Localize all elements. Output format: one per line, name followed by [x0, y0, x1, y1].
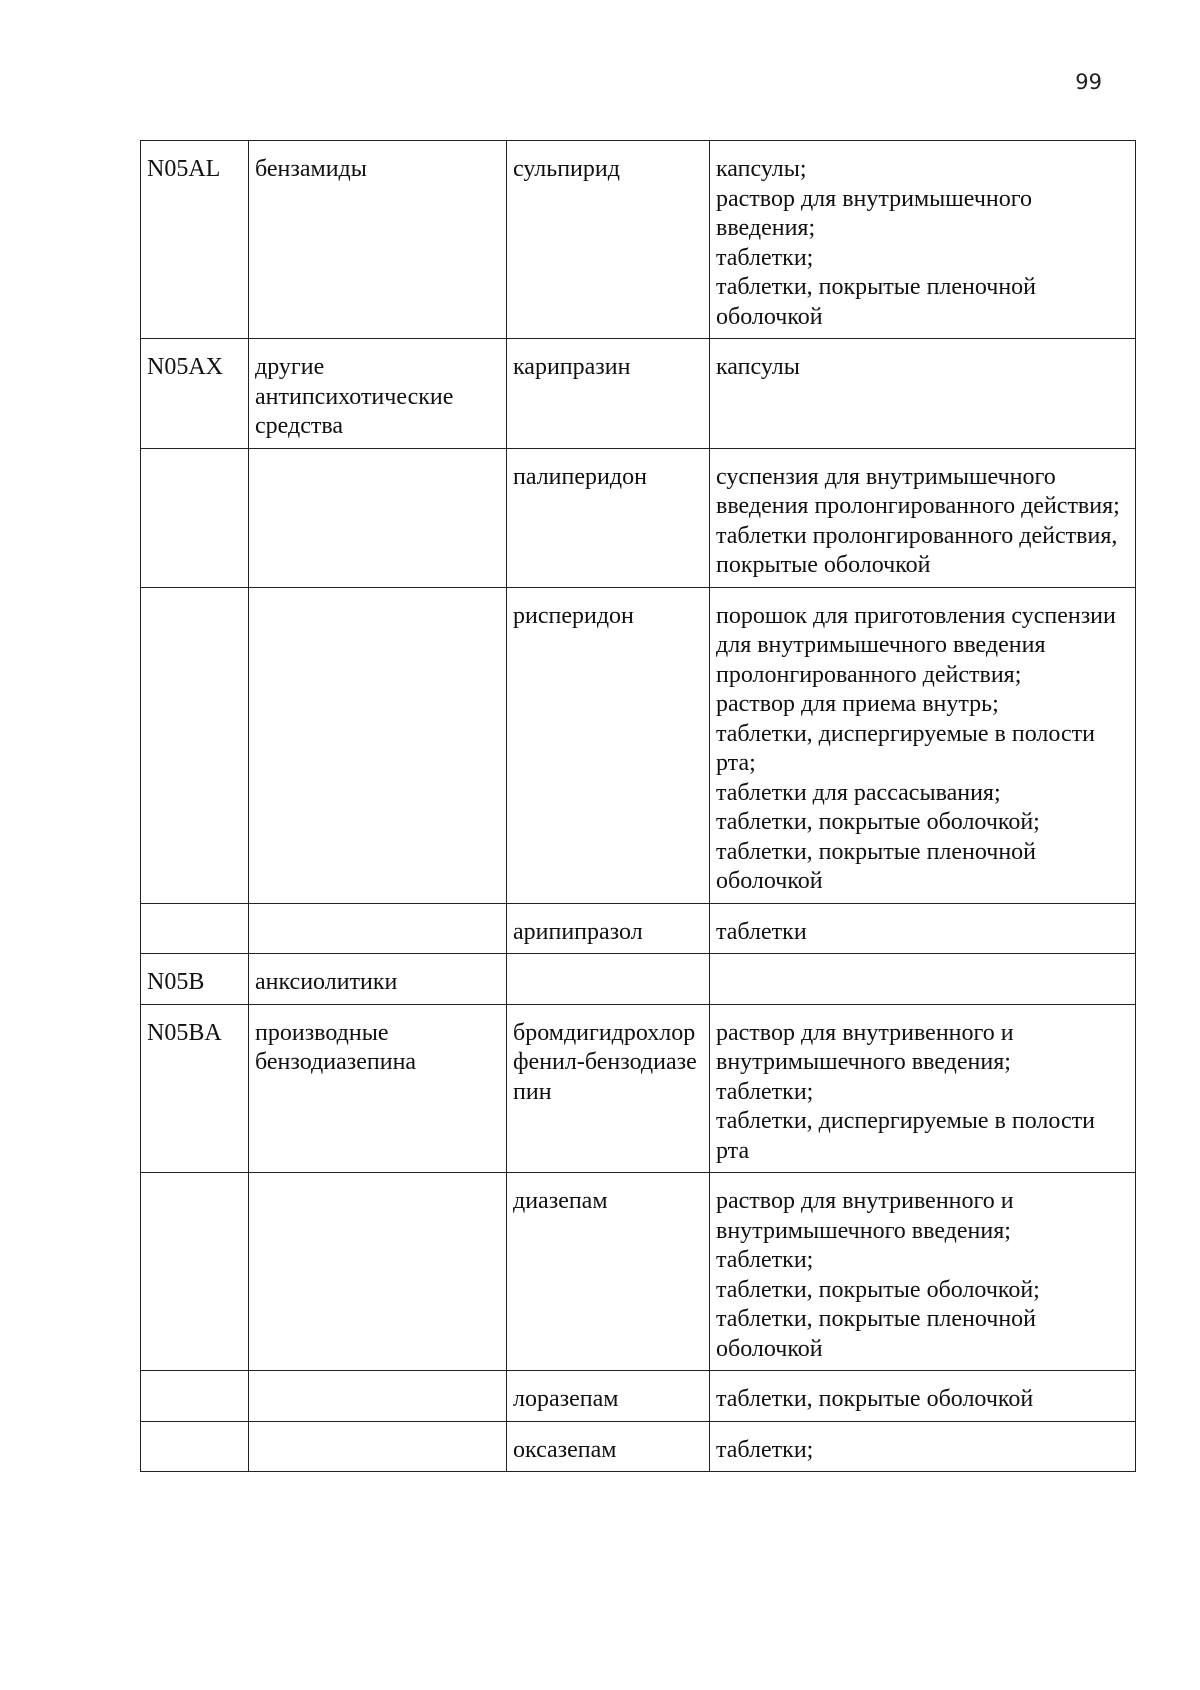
atc-group-cell [249, 587, 507, 903]
dosage-form-item: таблетки [716, 918, 807, 945]
dosage-form-item: таблетки, покрытые оболочкой; [716, 809, 1040, 835]
atc-code-cell [141, 903, 249, 954]
inn-cell: сульпирид [507, 141, 710, 339]
dosage-form-item: таблетки, покрытые оболочкой [716, 1386, 1034, 1412]
atc-group-cell: другие антипсихотические средства [249, 339, 507, 449]
page-number: 99 [1075, 70, 1102, 94]
dosage-form-item: капсулы [716, 354, 800, 380]
dosage-form-item: таблетки, диспергируемые в полости рта [716, 1108, 1095, 1164]
atc-code-cell: N05AX [141, 339, 249, 449]
drug-table [140, 140, 1136, 1472]
dosage-form-item: порошок для приготовления суспензии для внутримышечного введения пролонгированного действия; [716, 602, 1116, 688]
dosage-forms-cell [710, 1173, 1136, 1371]
inn-cell: бромдигидрохлорфенил-бензодиазепин [507, 1004, 710, 1173]
table-row [141, 954, 1136, 1005]
dosage-forms-cell [710, 1371, 1136, 1422]
dosage-form-item: таблетки, покрытые пленочной оболочкой [716, 838, 1037, 894]
dosage-form-item: таблетки пролонгированного действия, покрытые оболочкой [716, 522, 1118, 578]
atc-code-cell [141, 1421, 249, 1472]
dosage-form-item: таблетки; [716, 1436, 814, 1463]
dosage-form-item: таблетки для рассасывания; [716, 779, 1001, 806]
atc-group-cell [249, 903, 507, 954]
atc-code-cell: N05AL [141, 141, 249, 339]
atc-group-cell [249, 448, 507, 587]
dosage-form-item: раствор для внутривенного и внутримышечного введения; [716, 1188, 1014, 1244]
inn-cell: арипипразол [507, 903, 710, 954]
atc-code-cell: N05B [141, 954, 249, 1005]
atc-code-cell [141, 587, 249, 903]
dosage-form-item: таблетки; [716, 244, 814, 271]
dosage-forms-cell [710, 339, 1136, 449]
dosage-form-item: таблетки; [716, 1247, 814, 1273]
inn-cell: карипразин [507, 339, 710, 449]
table-row [141, 448, 1136, 587]
dosage-form-item: таблетки; [716, 1078, 814, 1105]
dosage-form-item: таблетки, покрытые оболочкой; [716, 1276, 1040, 1303]
dosage-forms-cell [710, 448, 1136, 587]
table-row [141, 1371, 1136, 1422]
dosage-form-item: раствор для внутримышечного введения; [716, 185, 1032, 241]
atc-group-cell [249, 1421, 507, 1472]
table-row [141, 339, 1136, 449]
dosage-forms-cell [710, 141, 1136, 339]
atc-code-cell [141, 1173, 249, 1371]
inn-cell: рисперидон [507, 587, 710, 903]
inn-cell: лоразепам [507, 1371, 710, 1422]
inn-cell [507, 954, 710, 1005]
dosage-form-item: капсулы; [716, 156, 807, 182]
atc-group-cell [249, 1173, 507, 1371]
table-row [141, 1173, 1136, 1371]
atc-group-cell: производные бензодиазепина [249, 1004, 507, 1173]
dosage-form-item: суспензия для внутримышечного введения пролонгированного действия; [716, 463, 1120, 519]
dosage-form-item: таблетки, диспергируемые в полости рта; [716, 720, 1095, 776]
inn-cell: оксазепам [507, 1421, 710, 1472]
atc-code-cell: N05BA [141, 1004, 249, 1173]
dosage-form-item: таблетки, покрытые пленочной оболочкой [716, 274, 1037, 330]
atc-group-cell [249, 1371, 507, 1422]
dosage-forms-cell [710, 1421, 1136, 1472]
inn-cell: диазепам [507, 1173, 710, 1371]
dosage-form-item: раствор для внутривенного и внутримышечного введения; [716, 1019, 1014, 1075]
table-row [141, 1004, 1136, 1173]
dosage-form-item: раствор для приема внутрь; [716, 691, 999, 717]
table-row [141, 903, 1136, 954]
table-body [141, 141, 1136, 1472]
atc-group-cell: бензамиды [249, 141, 507, 339]
atc-code-cell [141, 448, 249, 587]
dosage-forms-cell [710, 903, 1136, 954]
atc-group-cell: анксиолитики [249, 954, 507, 1005]
table-row [141, 141, 1136, 339]
inn-cell: палиперидон [507, 448, 710, 587]
table-row [141, 1421, 1136, 1472]
dosage-forms-cell [710, 1004, 1136, 1173]
table-row [141, 587, 1136, 903]
atc-code-cell [141, 1371, 249, 1422]
dosage-forms-cell [710, 954, 1136, 1005]
dosage-forms-cell [710, 587, 1136, 903]
dosage-form-item: таблетки, покрытые пленочной оболочкой [716, 1306, 1037, 1362]
